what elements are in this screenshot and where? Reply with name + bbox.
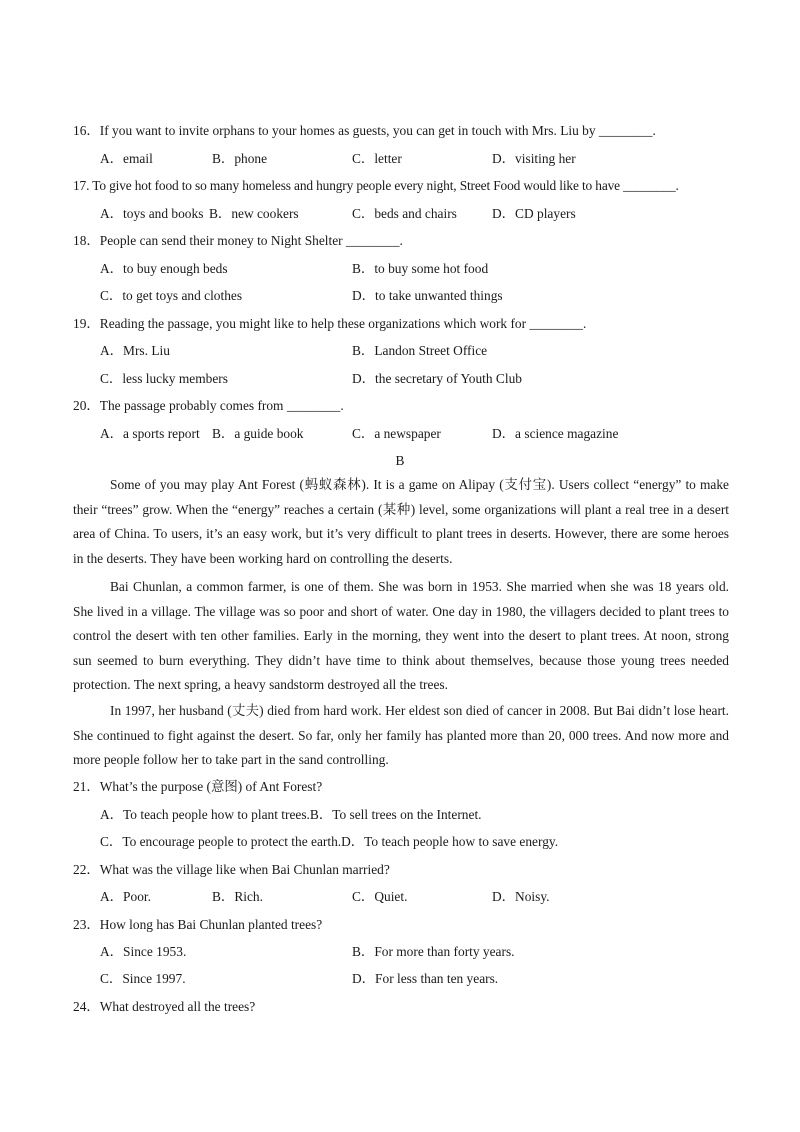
question-18-option-a: A．to buy enough beds xyxy=(100,261,228,276)
question-19-option-b: B．Landon Street Office xyxy=(352,343,488,358)
passage-paragraph-2: Bai Chunlan, a common farmer, is one of them. She was born in 1953. She married when she was 18 years old. She lived in a village. The village was so poor and short of water. One day in 1980, the villagers decided to plant trees to control the desert with ten other families. Early in the morning, they went into the desert to plant trees. At noon, strong sun seemed to burn everything. They didn’t have time to think about themselves, because those young trees needed protection. The next spring, a heavy sandstorm destroyed all the trees. xyxy=(73,579,729,693)
passage-paragraph-3: In 1997, her husband (丈夫) died from hard work. Her eldest son died of cancer in 2008. But Bai didn’t lose heart. She continued to fight against the desert. So far, only her family has planted more than 20, 000 trees. And now more and more people follow her to take part in the sand controlling. xyxy=(73,703,729,768)
question-23-option-a: A．Since 1953. xyxy=(100,944,187,959)
question-19-option-a: A．Mrs. Liu xyxy=(100,343,170,358)
question-20-option-b: B．a guide book xyxy=(212,426,304,441)
question-20-option-a: A．a sports report xyxy=(100,426,200,441)
question-22-option-d: D．Noisy. xyxy=(492,889,550,904)
question-17-stem: 17. To give hot food to so many homeless and hungry people every night, Street Food would like to have ________. xyxy=(73,178,679,193)
passage-paragraph-1: Some of you may play Ant Forest (蚂蚁森林). It is a game on Alipay (支付宝). Users collect “energy” to make their “trees” grow. When the “energy” reaches a certain (某种) level, some organizations will plant a real tree in a desert area of China. To users, it’s an easy work, but it’s very difficult to plant trees in deserts. However, there are some heroes in the deserts. They have been working hard on controlling the deserts. xyxy=(73,477,729,566)
question-23-option-d: D．For less than ten years. xyxy=(352,971,499,986)
question-16-stem: 16．If you want to invite orphans to your homes as guests, you can get in touch with Mrs. Liu by ________. xyxy=(73,123,656,138)
question-16-option-c: C．letter xyxy=(352,151,402,166)
question-22-option-b: B．Rich. xyxy=(212,889,263,904)
question-23-stem: 23．How long has Bai Chunlan planted trees? xyxy=(73,917,323,932)
question-20-stem: 20．The passage probably comes from ________. xyxy=(73,398,344,413)
question-23-option-c: C．Since 1997. xyxy=(100,971,186,986)
question-17-option-d: D．CD players xyxy=(492,206,576,221)
question-19-stem: 19．Reading the passage, you might like to help these organizations which work for ________. xyxy=(73,316,587,331)
question-22-option-a: A．Poor. xyxy=(100,889,151,904)
question-17-option-c: C．beds and chairs xyxy=(352,206,457,221)
question-24-stem: 24．What destroyed all the trees? xyxy=(73,999,256,1014)
question-21-options-ab: A．To teach people how to plant trees.B．To sell trees on the Internet. xyxy=(100,807,482,822)
question-20-option-d: D．a science magazine xyxy=(492,426,619,441)
question-21-options-cd: C．To encourage people to protect the earth.D．To teach people how to save energy. xyxy=(100,834,559,849)
question-19-option-c: C．less lucky members xyxy=(100,371,228,386)
question-21-stem: 21．What’s the purpose (意图) of Ant Forest? xyxy=(73,779,323,794)
question-18-stem: 18．People can send their money to Night Shelter ________. xyxy=(73,233,403,248)
question-17-option-a: A．toys and books xyxy=(100,206,204,221)
question-20-option-c: C．a newspaper xyxy=(352,426,441,441)
question-22-stem: 22．What was the village like when Bai Chunlan married? xyxy=(73,862,390,877)
section-b-label: B xyxy=(395,453,405,468)
question-22-option-c: C．Quiet. xyxy=(352,889,408,904)
question-16-option-d: D．visiting her xyxy=(492,151,576,166)
question-23-option-b: B．For more than forty years. xyxy=(352,944,515,959)
question-16-option-a: A．email xyxy=(100,151,153,166)
question-17-option-b: B．new cookers xyxy=(209,206,299,221)
question-18-option-b: B．to buy some hot food xyxy=(352,261,489,276)
question-18-option-d: D．to take unwanted things xyxy=(352,288,503,303)
question-16-option-b: B．phone xyxy=(212,151,268,166)
question-18-option-c: C．to get toys and clothes xyxy=(100,288,243,303)
question-19-option-d: D．the secretary of Youth Club xyxy=(352,371,522,386)
